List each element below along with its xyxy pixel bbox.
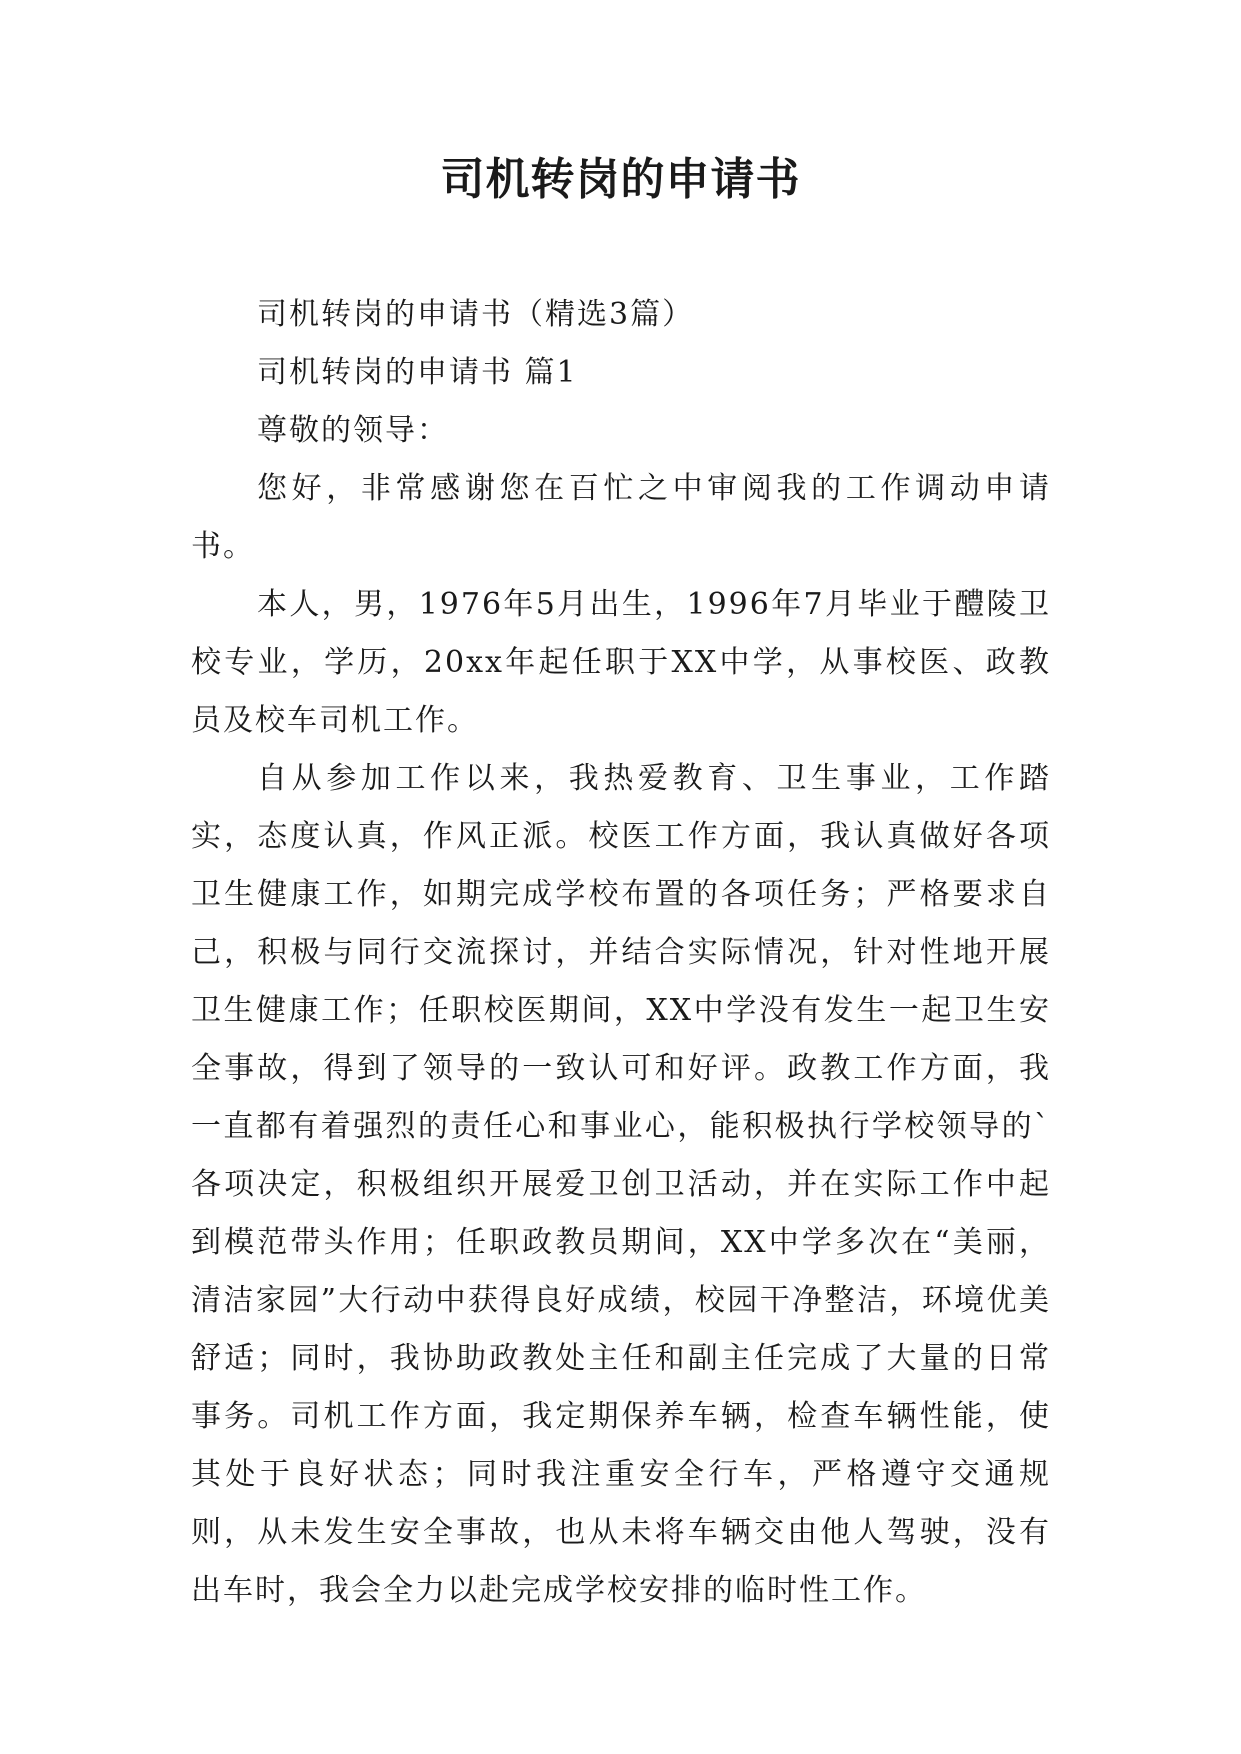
document-body: [191, 286, 1051, 1620]
subtitle-paragraph: 司机转岗的申请书（精选3篇）: [257, 297, 695, 332]
document-title: 司机转岗的申请书: [440, 154, 801, 205]
greeting-paragraph: 您好，非常感谢您在百忙之中审阅我的工作调动申请书。: [191, 471, 1051, 564]
personal-info-paragraph: 本人，男，1976年5月出生，1996年7月毕业于醴陵卫校专业，学历，20xx年起任职于XX中学，从事校医、政教员及校车司机工作。: [191, 587, 1051, 738]
section-heading: 司机转岗的申请书 篇1: [257, 355, 578, 390]
work-experience-paragraph: 自从参加工作以来，我热爱教育、卫生事业，工作踏实，态度认真，作风正派。校医工作方面，我认真做好各项卫生健康工作，如期完成学校布置的各项任务；严格要求自己，积极与同行交流探讨，并结合实际情况，针对性地开展卫生健康工作；任职校医期间，XX中学没有发生一起卫生安全事故，得到了领导的一致认可和好评。政教工作方面，我一直都有着强烈的责任心和事业心，能积极执行学校领导的`各项决定，积极组织开展爱卫创卫活动，并在实际工作中起到模范带头作用；任职政教员期间，XX中学多次在“美丽，清洁家园”大行动中获得良好成绩，校园干净整洁，环境优美舒适；同时，我协助政教处主任和副主任完成了大量的日常事务。司机工作方面，我定期保养车辆，检查车辆性能，使其处于良好状态；同时我注重安全行车，严格遵守交通规则，从未发生安全事故，也从未将车辆交由他人驾驶，没有出车时，我会全力以赴完成学校安排的临时性工作。: [191, 761, 1051, 1608]
salutation: 尊敬的领导：: [257, 413, 449, 448]
